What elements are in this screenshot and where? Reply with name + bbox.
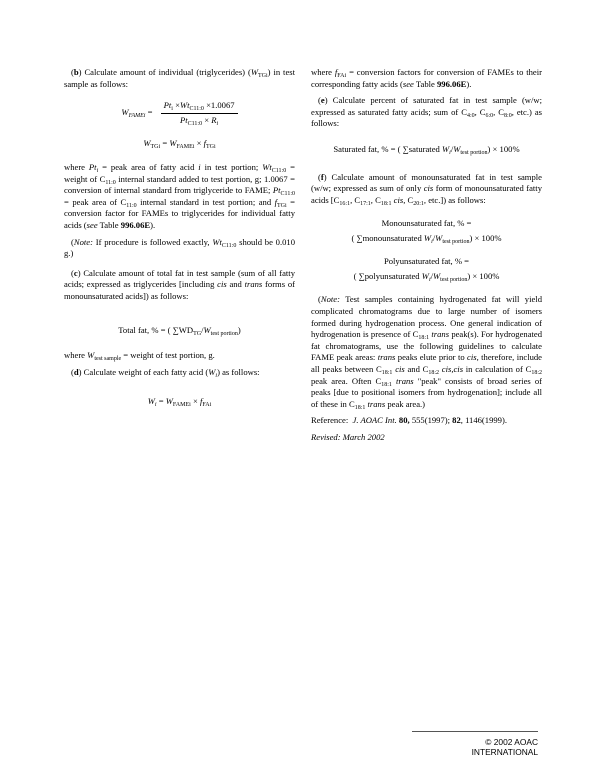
footer-divider — [412, 731, 538, 732]
equation-wi: $W_i = W_{FAMEi} \times f_{FAi}$ — [147, 396, 212, 409]
equation-wfame: $W_{FAMEi}$ = $\frac{Pt_i \times Wt_{C11:0} \times 1.0067}{Pt_{C11:0} \times R_i}$ — [64, 100, 295, 126]
copyright-footer: © 2002 AOAC INTERNATIONAL — [471, 737, 538, 757]
step-f: (f) Calculate amount of monounsaturated fat in test sample (w/w; expressed as sum of only cis form of monounsaturated fatty acids [$C_{16:1}$, $C_{17:1}$, $C_{18:1}$ cis, $C_{20:1}$, etc.]) as follows: — [311, 171, 542, 207]
step-e: (e) Calculate percent of saturated fat in test sample (w/w; expressed as saturated fatty acids; sum of $C_{4:0}$, $C_{6:0}$, $C_{8:0}$, etc.) as follows: — [311, 95, 542, 129]
hydrogenation-note: (Note: Test samples containing hydrogenated fat will yield complicated chromatograms due to large number of isomers formed during hydrogenation process. One general indication of hydrogenation is presence of $C_{18:1}$ trans peak(s). For hydrogenated fat chromatograms, use the following guidelines to calculate FAME peak areas: trans peaks elute prior to cis, therefore, include all peaks between $C_{18:1}$ cis and $C_{18:2}$ cis,cis in calculation of $C_{18:2}$ peak area. Often $C_{18:1}$ trans "peak" consists of broad series of peaks [due to positional isomers from hydrogenation]; include all of these in $C_{18:1}$ trans peak area.) — [311, 294, 543, 411]
equation-total-fat: Total fat, % = ( $\sum WD_{TG}/W_{test portion}$) — [118, 324, 241, 337]
ffai-definition: where $f_{FAi}$ = conversion factors for conversion of FAMEs to their corresponding fatty acids (see Table 996.06E). — [311, 67, 542, 89]
equation-saturated: Saturated fat, % = ( ∑saturated $W_i/W_{test portion}) \times 100\%$ — [333, 143, 520, 156]
revised-date: Revised: March 2002 — [311, 431, 385, 442]
step-b: (b) Calculate amount of individual (triglycerides) $(W_{TGi})$ in test sample as follows: — [64, 67, 295, 89]
equation-monounsaturated: Monounsaturated fat, % = ( ∑monounsaturated $W_i/W_{test portion}) \times 100\%$ — [351, 218, 502, 246]
step-b-definitions: where $Pt_i$ = peak area of fatty acid i in test portion; $Wt_{C11:0}$ = weight of $C_{11:0}$ internal standard added to test portion, g; 1.0067 = conversion of internal standard from triglyceride to FAME; $Pt_{C11:0}$ = peak area of $C_{11:0}$ internal standard in test portion; and $f_{TGi}$ = conversion factor for FAMEs to triglycerides for individual fatty acids (see Table 996.06E). — [64, 161, 295, 230]
step-d: (d) Calculate weight of each fatty acid $(W_i)$ as follows: — [71, 366, 260, 379]
step-c-definition: where $W_{test sample}$ = weight of test portion, g. — [64, 350, 215, 363]
left-column — [64, 67, 295, 420]
right-column — [311, 67, 542, 448]
equation-polyunsaturated: Polyunsaturated fat, % = ( ∑polyunsaturated $W_i/W_{test portion}) \times 100\%$ — [353, 256, 500, 284]
equation-wtg: $W_{TGi} = W_{FAMEi} \times f_{TGi}$ — [143, 138, 216, 151]
reference: Reference: J. AOAC Int. 80, 555(1997); 82, 1146(1999). — [311, 415, 507, 426]
step-b-note: (Note: If procedure is followed exactly, $Wt_{C11:0}$ should be 0.010 g.) — [64, 236, 295, 259]
step-c: (c) Calculate amount of total fat in test sample (sum of all fatty acids; expressed as triglycerides [including cis and trans forms of monounsaturated acids]) as follows: — [64, 267, 295, 301]
